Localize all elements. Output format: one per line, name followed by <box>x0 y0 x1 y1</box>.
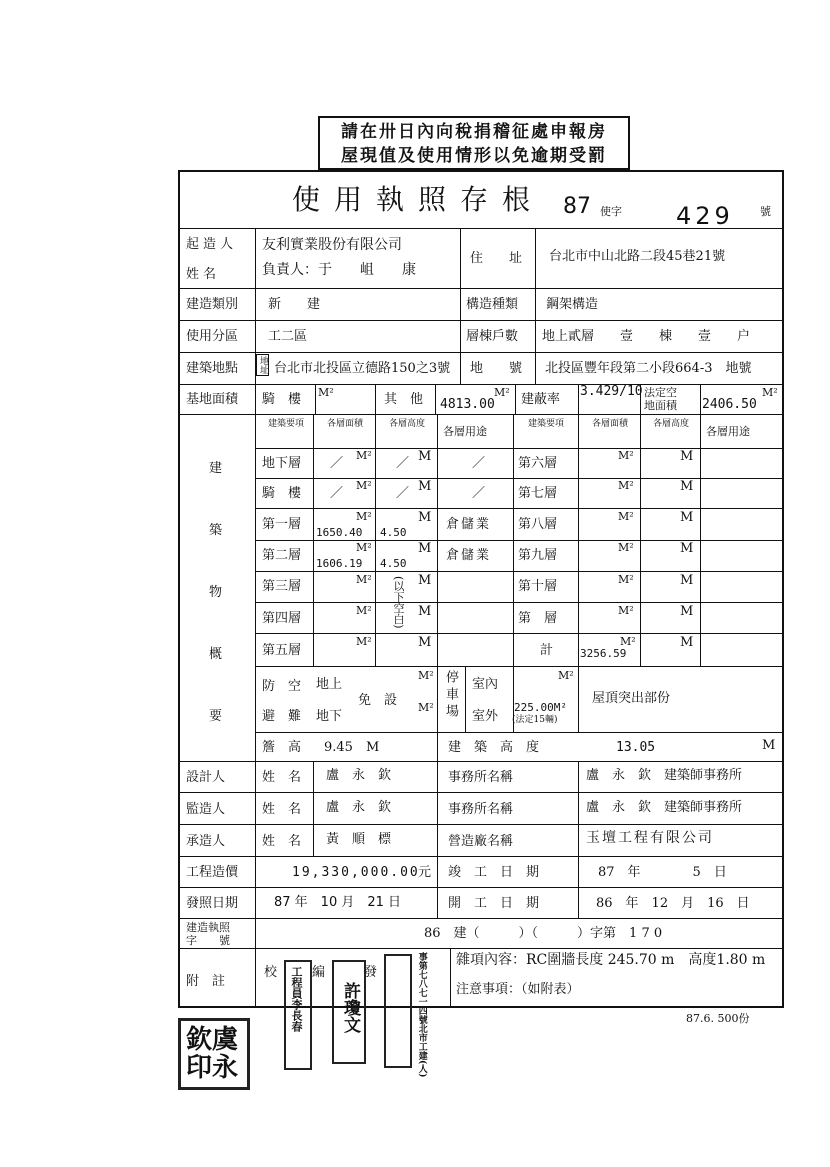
floor-area-unit: M² <box>618 479 634 492</box>
person-role: 監造人 <box>186 802 226 817</box>
applicant-label: 起造人 <box>186 237 238 252</box>
header-height-2: 各層高度 <box>652 419 689 429</box>
serial-number: 事第七八七一四號北市工建(人) <box>416 952 427 1078</box>
height-unit: M <box>762 738 776 753</box>
zone-value: 工二區 <box>268 329 308 344</box>
floor-area-unit: M² <box>356 449 372 462</box>
address-label: 住 址 <box>470 251 523 266</box>
side-label-1: 建 <box>209 461 223 476</box>
shelter-unit-2: M² <box>418 701 434 714</box>
approver-name: 許瓊文 <box>340 982 360 1033</box>
owner-name: 負責人：于 岨 康 <box>262 262 416 278</box>
parking-indoor-unit: M² <box>558 669 574 682</box>
header-item-2: 建築要項 <box>527 419 564 429</box>
floor-height-unit: M <box>418 510 432 525</box>
approver-stamp <box>332 960 366 1064</box>
total-unit: M² <box>620 635 636 648</box>
site-label: 建築地點 <box>186 361 239 376</box>
form-title: 使用執照存根 <box>292 183 545 216</box>
side-label-3: 物 <box>209 585 223 600</box>
person-name: 黃 順 標 <box>326 832 392 847</box>
issue-stamp <box>384 954 412 1068</box>
cost-value: 19,330,000.00 <box>292 865 420 880</box>
parking-note: (法定15輛) <box>512 715 558 725</box>
floor-height-unit: M <box>418 573 432 588</box>
person-name: 盧 永 欽 <box>326 800 392 815</box>
notice-line-2: 屋現值及使用情形以免逾期受罰 <box>341 146 607 166</box>
area-label: 基地面積 <box>186 392 239 407</box>
engineer-name: 工程員李長春 <box>290 966 303 1032</box>
header-item: 建築要項 <box>267 419 304 429</box>
floor-height-unit: M <box>680 510 694 525</box>
floor-name: 第六層 <box>518 456 558 471</box>
floor-height: ／ <box>396 456 410 471</box>
person-office: 盧 永 欽 建築師事務所 <box>586 800 743 815</box>
company-name: 友利實業股份有限公司 <box>262 237 402 253</box>
person-office-label: 事務所名稱 <box>448 802 514 817</box>
permit-number-value: 86 建（ ）（ ）字第 1 7 0 <box>424 926 663 941</box>
floor-height-unit: M <box>418 635 432 650</box>
person-name: 盧 永 欽 <box>326 768 392 783</box>
floor-name: 第八層 <box>518 517 558 532</box>
shelter-label-2: 避 難 <box>262 709 302 724</box>
remarks-label: 附 註 <box>186 974 226 989</box>
header-height: 各層高度 <box>388 419 425 429</box>
total-value: 3256.59 <box>580 647 627 660</box>
type-label: 建造類別 <box>186 297 239 312</box>
total-label: 計 <box>540 643 554 658</box>
shelter-unit: M² <box>418 669 434 682</box>
office-seal <box>178 1018 250 1090</box>
address-tag: 地址 <box>258 356 268 374</box>
eave-label: 簷 高 <box>262 740 302 755</box>
floor-height-unit: M <box>418 479 432 494</box>
open-label-2: 地面積 <box>644 399 677 412</box>
floor-height-unit: M <box>680 541 694 556</box>
permit-prefix: 使字 <box>600 205 622 218</box>
engineer-stamp <box>284 960 312 1070</box>
notice-box <box>318 116 630 170</box>
parking-outdoor: 室外 <box>472 709 499 724</box>
permit-suffix: 號 <box>760 205 771 218</box>
parking-label: 停車場 <box>443 670 458 721</box>
floor-area: 1606.19 <box>316 557 363 570</box>
floor-use: ／ <box>472 456 486 471</box>
start-date: 86 年 12 月 16 日 <box>596 896 750 911</box>
person-office-label: 營造廠名稱 <box>448 834 514 849</box>
cost-label: 工程造價 <box>186 865 239 880</box>
total-height-unit: M <box>680 635 694 650</box>
floor-name: 第七層 <box>518 486 558 501</box>
structure-label: 構造種類 <box>466 297 519 312</box>
permit-number: 429 <box>676 202 734 230</box>
parking-indoor: 室內 <box>472 677 499 692</box>
header-area: 各層面積 <box>326 419 363 429</box>
arcade-label: 騎 樓 <box>262 392 302 407</box>
person-role: 設計人 <box>186 770 226 785</box>
shelter-label-1: 防 空 <box>262 679 302 694</box>
floor-name: 第十層 <box>518 579 558 594</box>
seal-text: 欽虞印永 <box>186 1025 239 1083</box>
floor-height-unit: M <box>418 449 432 464</box>
floor-area-unit: M² <box>618 541 634 554</box>
floor-area-unit: M² <box>618 510 634 523</box>
floor-name: 第五層 <box>262 643 302 658</box>
header-area-2: 各層面積 <box>591 419 628 429</box>
open-value: 2406.50 <box>702 397 757 412</box>
issue-date: 87 年 10 月 21 日 <box>274 895 402 910</box>
open-unit: M² <box>762 386 778 399</box>
issue-col-label: 發 <box>364 965 378 980</box>
shelter-above: 地上 <box>316 677 343 692</box>
floor-height-unit: M <box>680 449 694 464</box>
lot-label: 地 號 <box>470 361 523 376</box>
floor-name: 地下層 <box>262 456 302 471</box>
structure-value: 鋼架構造 <box>546 297 599 312</box>
floor-height-unit: M <box>418 604 432 619</box>
person-office-label: 事務所名稱 <box>448 770 514 785</box>
floor-use: 倉儲業 <box>446 517 492 532</box>
issue-label: 發照日期 <box>186 896 239 911</box>
floor-area-unit: M² <box>618 449 634 462</box>
floor-name: 第九層 <box>518 548 558 563</box>
coverage-value: 3.429/10 <box>580 384 643 399</box>
floor-area-unit: M² <box>356 541 372 554</box>
type-value: 新 建 <box>268 297 321 312</box>
header-usage: 各層用途 <box>443 425 487 438</box>
floor-name: 第 層 <box>518 611 558 626</box>
floors-value: 地上貳層 壹 棟 壹 户 <box>542 329 751 344</box>
remarks-notes: 注意事項：（如附表） <box>456 982 580 997</box>
remarks-content: 雜項內容：RC圍牆長度 245.70 m 高度1.80 m <box>456 952 766 968</box>
floor-area-unit: M² <box>356 635 372 648</box>
cost-unit: 元 <box>418 865 432 880</box>
check-label: 校 <box>264 965 278 980</box>
parking-outdoor-value: 225.00M² <box>514 701 567 714</box>
side-label-4: 概 <box>209 647 223 662</box>
floor-name: 第四層 <box>262 611 302 626</box>
other-unit: M² <box>494 386 510 399</box>
floor-height-unit: M <box>418 541 432 556</box>
notice-line-1: 請在卅日內向稅捐稽征處申報房 <box>341 122 607 142</box>
side-label-2: 築 <box>209 523 223 538</box>
floor-height-unit: M <box>680 479 694 494</box>
permit-label-2: 字 號 <box>186 934 230 947</box>
floor-name: 騎 樓 <box>262 486 302 501</box>
floor-height-unit: M <box>680 573 694 588</box>
applicant-label-2: 姓名 <box>186 267 221 282</box>
height-label: 建 築 高 度 <box>448 740 540 755</box>
person-name-label: 姓 名 <box>262 834 302 849</box>
floor-height: 4.50 <box>380 557 407 570</box>
floor-name: 第一層 <box>262 517 302 532</box>
open-label-1: 法定空 <box>644 386 677 399</box>
floor-height: 4.50 <box>380 526 407 539</box>
year-handwritten: 87 <box>563 194 591 219</box>
floor-height: ／ <box>396 486 410 501</box>
side-label-5: 要 <box>209 709 223 724</box>
floor-area-unit: M² <box>356 604 372 617</box>
roof-label: 屋頂突出部份 <box>592 691 671 706</box>
floor-use: ／ <box>472 486 486 501</box>
floor-area-unit: M² <box>618 604 634 617</box>
floor-use: 倉儲業 <box>446 548 492 563</box>
floor-area: ／ <box>330 486 344 501</box>
finish-date: 87 年 5 日 <box>598 865 727 880</box>
other-label: 其 他 <box>384 392 424 407</box>
shelter-below: 地下 <box>316 709 343 724</box>
blank-note: (以下空白) <box>392 576 405 629</box>
floor-name: 第三層 <box>262 579 302 594</box>
floor-name: 第二層 <box>262 548 302 563</box>
coverage-label: 建蔽率 <box>521 392 561 407</box>
floors-label: 層棟戶數 <box>466 329 519 344</box>
header-usage-2: 各層用途 <box>706 425 750 438</box>
lot-value: 北投區豐年段第二小段664-3 地號 <box>545 361 752 376</box>
site-address: 台北市北投區立德路150之3號 <box>274 361 451 376</box>
start-label: 開 工 日 期 <box>448 896 540 911</box>
person-office: 盧 永 欽 建築師事務所 <box>586 768 743 783</box>
person-role: 承造人 <box>186 834 226 849</box>
eave-value: 9.45 M <box>324 740 380 755</box>
floor-area-unit: M² <box>356 479 372 492</box>
floor-area: ／ <box>330 456 344 471</box>
floor-height-unit: M <box>680 604 694 619</box>
permit-label-1: 建造執照 <box>186 921 230 934</box>
person-name-label: 姓 名 <box>262 802 302 817</box>
floor-area-unit: M² <box>356 510 372 523</box>
zone-label: 使用分區 <box>186 329 239 344</box>
other-value: 4813.00 <box>440 397 495 412</box>
floor-area-unit: M² <box>356 573 372 586</box>
person-name-label: 姓 名 <box>262 770 302 785</box>
shelter-none: 免 設 <box>358 693 398 708</box>
height-value: 13.05 <box>616 740 656 755</box>
floor-area-unit: M² <box>618 573 634 586</box>
person-office: 玉壇工程有限公司 <box>586 830 714 846</box>
arcade-unit: M² <box>318 386 334 399</box>
edit-label: 編 <box>312 965 326 980</box>
finish-label: 竣 工 日 期 <box>448 865 540 880</box>
footer-print-note: 87.6. 500份 <box>686 1012 750 1025</box>
floor-area: 1650.40 <box>316 526 363 539</box>
owner-address: 台北市中山北路二段45巷21號 <box>549 249 726 264</box>
